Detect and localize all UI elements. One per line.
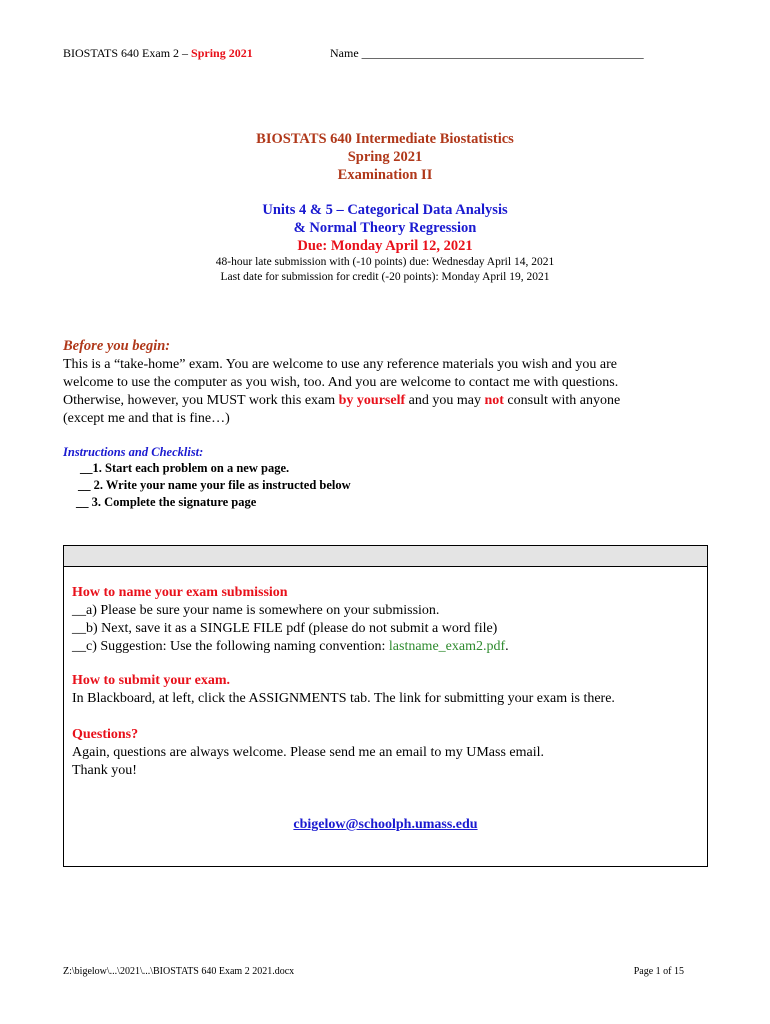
exam-title: Examination II xyxy=(337,167,433,183)
footer-file-path: Z:\bigelow\...\2021\...\BIOSTATS 640 Exam 2 2021.docx xyxy=(63,966,295,977)
questions-section xyxy=(72,726,544,780)
naming-section xyxy=(72,584,509,656)
before-line-3e: consult with anyone xyxy=(507,393,621,408)
units-line-2: & Normal Theory Regression xyxy=(293,220,477,236)
submission-info-box xyxy=(63,545,708,867)
late-line-1: 48-hour late submission with (-10 points) due: Wednesday April 14, 2021 xyxy=(215,256,555,268)
naming-convention-filename: lastname_exam2.pdf xyxy=(388,639,506,654)
before-heading: Before you begin: xyxy=(63,338,171,354)
submit-text: In Blackboard, at left, click the ASSIGNMENTS tab. The link for submitting your exam is there. xyxy=(72,691,615,706)
not-emphasis: not xyxy=(484,393,504,408)
naming-item-b: __b) Next, save it as a SINGLE FILE pdf (please do not submit a word file) xyxy=(72,621,498,636)
thank-you-text: Thank you! xyxy=(72,763,137,778)
by-yourself-emphasis: by yourself xyxy=(338,393,406,408)
naming-item-c xyxy=(72,638,509,656)
units-block xyxy=(0,201,770,255)
late-line-2: Last date for submission for credit (-20 points): Monday April 19, 2021 xyxy=(220,271,550,283)
due-date: Due: Monday April 12, 2021 xyxy=(297,238,473,254)
naming-item-c-text: __c) Suggestion: Use the following naming convention: xyxy=(72,639,386,654)
checklist-item-2: __ 2. Write your name your file as instructed below xyxy=(78,478,351,492)
term-title: Spring 2021 xyxy=(347,149,423,165)
naming-item-a: __a) Please be sure your name is somewhere on your submission. xyxy=(72,603,440,618)
footer-page-number: Page 1 of 15 xyxy=(633,966,684,977)
email-line xyxy=(64,816,707,834)
before-paragraph xyxy=(63,356,620,428)
name-blank: _______________________________________________ xyxy=(361,46,644,60)
course-title: BIOSTATS 640 Intermediate Biostatistics xyxy=(256,131,514,147)
before-line-4: (except me and that is fine…) xyxy=(63,411,230,426)
instructions-heading: Instructions and Checklist: xyxy=(63,445,204,459)
submit-heading: How to submit your exam. xyxy=(72,673,231,688)
running-header xyxy=(63,46,253,61)
box-header-bar xyxy=(64,546,707,567)
naming-heading: How to name your exam submission xyxy=(72,585,288,600)
questions-text: Again, questions are always welcome. Please send me an email to my UMass email. xyxy=(72,745,544,760)
header-course: BIOSTATS 640 Exam 2 – xyxy=(63,46,189,60)
instructor-email-link[interactable]: cbigelow@schoolph.umass.edu xyxy=(293,817,478,832)
name-line xyxy=(330,46,644,61)
before-line-3a: Otherwise, however, you MUST work this exam xyxy=(63,393,336,408)
header-term: Spring 2021 xyxy=(191,46,253,60)
exam-title-block xyxy=(0,130,770,184)
before-line-2: welcome to use the computer as you wish, too. And you are welcome to contact me with questions. xyxy=(63,375,619,390)
checklist-item-1: __1. Start each problem on a new page. xyxy=(80,461,290,475)
naming-item-c-period: . xyxy=(505,639,509,654)
questions-heading: Questions? xyxy=(72,727,139,742)
before-line-3c: and you may xyxy=(408,393,481,408)
late-policy xyxy=(0,255,770,285)
submit-section xyxy=(72,672,615,708)
checklist-item-3: __ 3. Complete the signature page xyxy=(76,495,257,509)
before-line-3 xyxy=(63,392,620,410)
units-line-1: Units 4 & 5 – Categorical Data Analysis xyxy=(262,202,508,218)
name-label: Name xyxy=(330,46,359,60)
checklist xyxy=(76,460,351,511)
before-line-1: This is a “take-home” exam. You are welcome to use any reference materials you wish and you are xyxy=(63,357,617,372)
